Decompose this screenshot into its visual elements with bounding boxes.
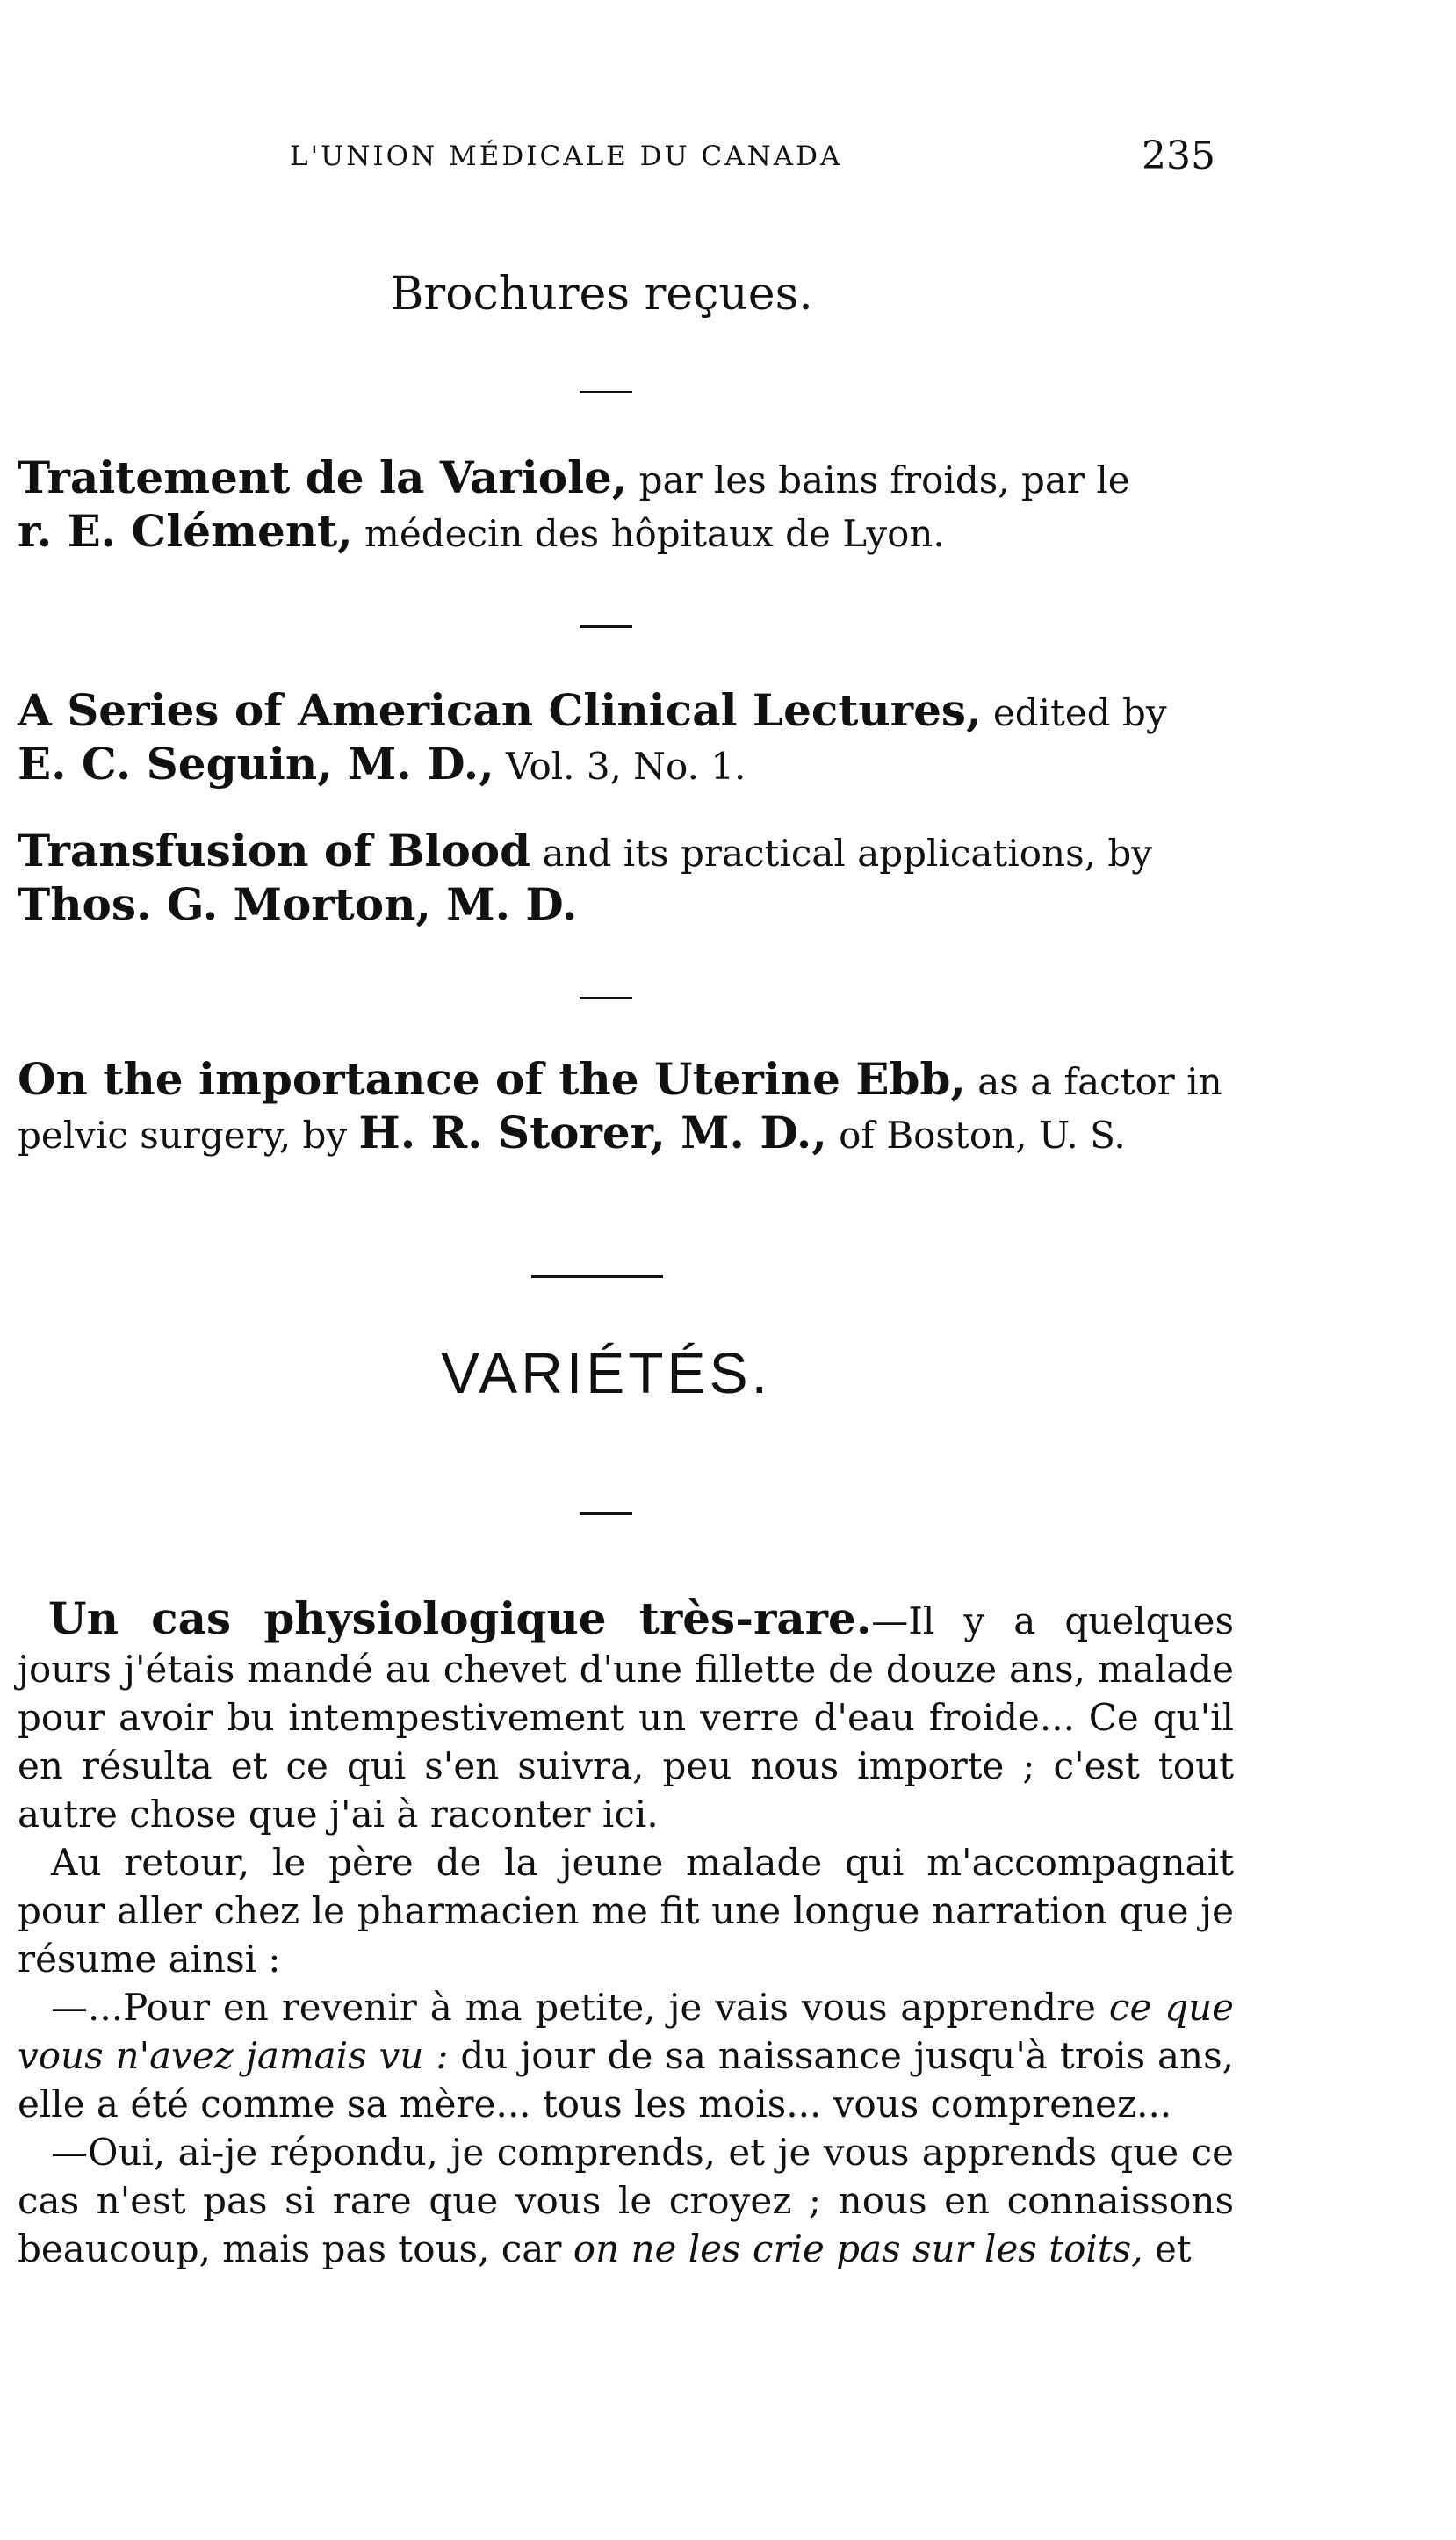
entry-text: as a factor in pelvic surgery, by (18, 1060, 1222, 1157)
entry-rest: of Boston, U. S. (839, 1114, 1126, 1157)
separator-rule (580, 1512, 632, 1515)
separator-rule (531, 1275, 663, 1278)
article-text: —Oui, ai-je répondu, je comprends, et je vous apprends que ce cas n'est pas si rare que vous le croyez ; nous en connaissons beaucoup, mais pas tous, car (18, 2131, 1234, 2270)
entry-text: edited by (992, 691, 1167, 734)
article-text: —Il y a quelques jours j'étais mandé au chevet d'une fillette de douze ans, malade pour avoir bu intempestivement un verre d'eau froide... Ce qu'il en résulta et ce qui s'en suivra, peu nous importe ; c'est tout autre chose que j'ai à raconter ici. (18, 1599, 1234, 1836)
entry-rest: médecin des hôpitaux de Lyon. (364, 512, 945, 555)
list-item (18, 685, 1229, 792)
list-item (18, 826, 1229, 933)
varietes-heading: VARIÉTÉS. (441, 1340, 771, 1405)
section-title: Brochures reçues. (390, 268, 813, 321)
article-body (18, 1594, 1234, 2273)
entry-author: E. C. Seguin, M. D., (18, 738, 494, 790)
article-italic-text: ce que vous n'avez jamais vu : (18, 1986, 1234, 2077)
article-text: Au retour, le père de la jeune malade qui m'accompagnait pour aller chez le pharmacien me fit une longue narration que je résume ainsi : (18, 1841, 1234, 1981)
separator-rule (580, 625, 632, 628)
entry-text: and its practical applications, by (542, 832, 1152, 875)
article-paragraph (18, 1983, 1234, 2128)
running-title: L'UNION MÉDICALE DU CANADA (290, 141, 843, 172)
entry-author: r. E. Clément, (18, 505, 353, 557)
article-text: —...Pour en revenir à ma petite, je vais vous apprendre (51, 1986, 1097, 2029)
entry-title: A Series of American Clinical Lectures, (18, 684, 982, 736)
article-paragraph (18, 1838, 1234, 1983)
page-number: 235 (1142, 133, 1215, 178)
entry-title: Transfusion of Blood (18, 825, 531, 877)
list-item (18, 452, 1229, 559)
article-text: et (1154, 2227, 1192, 2270)
article-paragraph (18, 2128, 1234, 2273)
separator-rule (580, 391, 632, 393)
separator-rule (580, 997, 632, 999)
entry-text: par les bains froids, par le (638, 458, 1130, 502)
article-italic-text: on ne les crie pas sur les toits, (573, 2227, 1143, 2270)
entry-author: H. R. Storer, M. D., (358, 1107, 827, 1158)
article-lead: Un cas physiologique très-rare. (48, 1592, 872, 1644)
article-paragraph (18, 1594, 1234, 1838)
list-item (18, 1054, 1229, 1161)
entry-title: Traitement de la Variole, (18, 451, 628, 503)
entry-author: Thos. G. Morton, M. D. (18, 878, 578, 930)
entry-rest: Vol. 3, No. 1. (505, 745, 746, 788)
article-text: du jour de sa naissance jusqu'à trois ans, elle a été comme sa mère... tous les mois... vous comprenez... (18, 2034, 1234, 2125)
entry-title: On the importance of the Uterine Ebb, (18, 1053, 966, 1105)
